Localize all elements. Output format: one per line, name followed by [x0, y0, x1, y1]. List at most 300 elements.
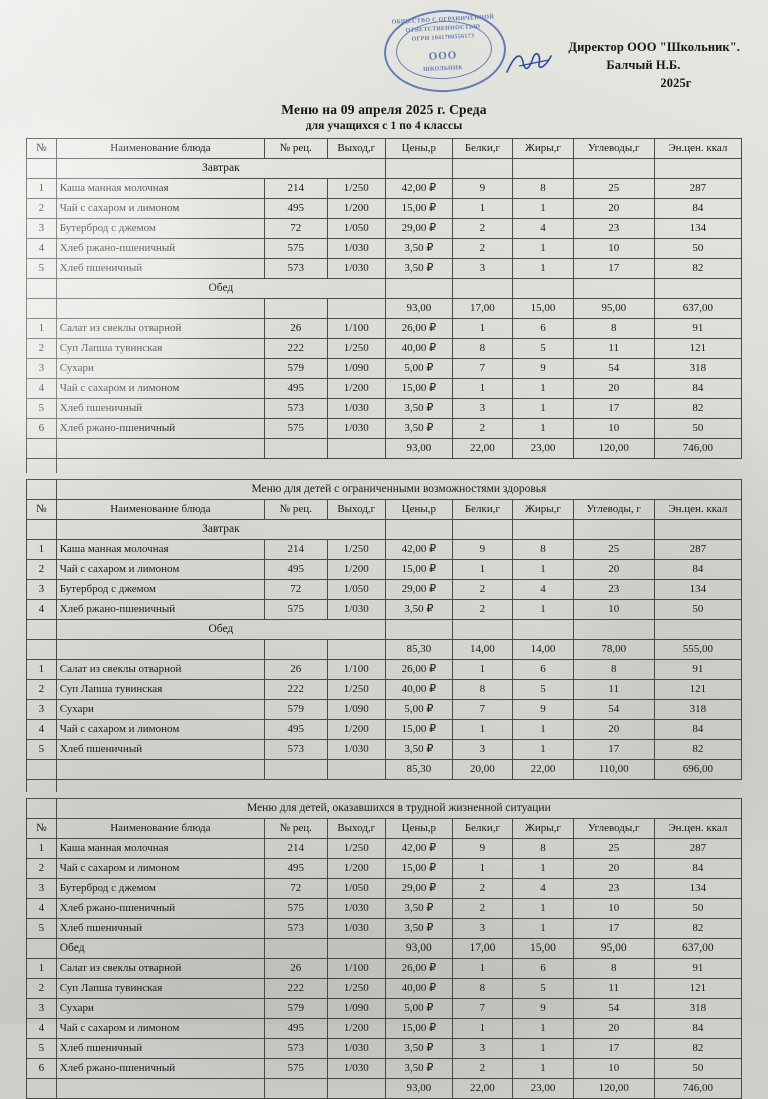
- protein: 7: [452, 700, 513, 720]
- col-price: Цены,р: [386, 819, 453, 839]
- output: 1/250: [327, 979, 385, 999]
- fat: 6: [513, 660, 574, 680]
- kcal: 82: [654, 919, 741, 939]
- spacer-row: [27, 459, 742, 474]
- dish-name: Бутерброд с джемом: [56, 219, 264, 239]
- col-output: Выход,г: [327, 819, 385, 839]
- col-kcal: Эн.цен. ккал: [654, 819, 741, 839]
- recipe-num: 495: [264, 1019, 327, 1039]
- carbs: 17: [573, 1039, 654, 1059]
- carbs: 17: [573, 259, 654, 279]
- protein: 1: [452, 660, 513, 680]
- table-row: [27, 540, 742, 560]
- lunch-total-row: [27, 1079, 742, 1099]
- section-label: Обед: [56, 620, 385, 640]
- dish-name: Хлеб ржано-пшеничный: [56, 239, 264, 259]
- fat: 1: [513, 560, 574, 580]
- carbs: 17: [573, 740, 654, 760]
- carbs: 25: [573, 839, 654, 859]
- row-num: 1: [27, 319, 57, 339]
- dish-name: Бутерброд с джемом: [56, 879, 264, 899]
- total-fat: 14,00: [513, 640, 574, 660]
- carbs: 20: [573, 859, 654, 879]
- section-label: Обед: [56, 279, 385, 299]
- table-row: [27, 660, 742, 680]
- price: 3,50 ₽: [386, 419, 453, 439]
- price: 15,00 ₽: [386, 379, 453, 399]
- recipe-num: 214: [264, 839, 327, 859]
- output: 1/030: [327, 259, 385, 279]
- dish-name: Хлеб пшеничный: [56, 919, 264, 939]
- lunch-total-row: [27, 439, 742, 459]
- total-protein: 22,00: [452, 1079, 513, 1099]
- dish-name: Хлеб ржано-пшеничный: [56, 600, 264, 620]
- stamp-line-5: ШКОЛЬНИК: [423, 64, 463, 74]
- price: 42,00 ₽: [386, 540, 453, 560]
- section-lunch: [27, 279, 742, 299]
- row-num: 2: [27, 979, 57, 999]
- kcal: 84: [654, 199, 741, 219]
- fat: 9: [513, 359, 574, 379]
- total-kcal: 746,00: [654, 439, 741, 459]
- fat: 9: [513, 999, 574, 1019]
- output: 1/090: [327, 999, 385, 1019]
- carbs: 25: [573, 179, 654, 199]
- director-name: Балчый Н.Б.: [606, 58, 681, 73]
- protein: 2: [452, 580, 513, 600]
- recipe-num: 214: [264, 540, 327, 560]
- kcal: 318: [654, 700, 741, 720]
- section-breakfast: [27, 520, 742, 540]
- table-row: [27, 919, 742, 939]
- section-label: Обед: [56, 939, 264, 959]
- total-kcal: 555,00: [654, 640, 741, 660]
- dish-name: Салат из свеклы отварной: [56, 959, 264, 979]
- row-num: 4: [27, 720, 57, 740]
- output: 1/250: [327, 339, 385, 359]
- dish-name: Хлеб пшеничный: [56, 740, 264, 760]
- output: 1/030: [327, 1059, 385, 1079]
- table-row: [27, 680, 742, 700]
- dish-name: Салат из свеклы отварной: [56, 660, 264, 680]
- fat: 4: [513, 219, 574, 239]
- row-num: 5: [27, 399, 57, 419]
- total-price: 93,00: [386, 1079, 453, 1099]
- kcal: 134: [654, 219, 741, 239]
- fat: 1: [513, 379, 574, 399]
- dish-name: Чай с сахаром и лимоном: [56, 560, 264, 580]
- menu-table-ovz: [26, 479, 742, 792]
- protein: 3: [452, 1039, 513, 1059]
- carbs: 20: [573, 199, 654, 219]
- recipe-num: 579: [264, 700, 327, 720]
- output: 1/250: [327, 540, 385, 560]
- dish-name: Чай с сахаром и лимоном: [56, 379, 264, 399]
- recipe-num: 495: [264, 720, 327, 740]
- row-num: 1: [27, 959, 57, 979]
- price: 5,00 ₽: [386, 999, 453, 1019]
- breakfast-total-row: [27, 640, 742, 660]
- spacer-row: [27, 780, 742, 793]
- kcal: 91: [654, 660, 741, 680]
- protein: 1: [452, 959, 513, 979]
- fat: 1: [513, 259, 574, 279]
- kcal: 91: [654, 319, 741, 339]
- output: 1/100: [327, 959, 385, 979]
- dish-name: Каша манная молочная: [56, 179, 264, 199]
- carbs: 11: [573, 339, 654, 359]
- row-num: 2: [27, 339, 57, 359]
- row-num: 3: [27, 879, 57, 899]
- fat: 1: [513, 899, 574, 919]
- recipe-num: 573: [264, 740, 327, 760]
- row-num: 5: [27, 919, 57, 939]
- document-header: [12, 8, 756, 100]
- kcal: 50: [654, 899, 741, 919]
- protein: 2: [452, 600, 513, 620]
- banner-tzs: [27, 799, 742, 819]
- company-stamp-icon: [384, 10, 504, 92]
- row-num: 6: [27, 1059, 57, 1079]
- protein: 3: [452, 399, 513, 419]
- kcal: 287: [654, 179, 741, 199]
- total-kcal: 746,00: [654, 1079, 741, 1099]
- table-row: [27, 419, 742, 439]
- dish-name: Хлеб пшеничный: [56, 399, 264, 419]
- banner-label: Меню для детей с ограниченными возможностями здоровья: [56, 480, 741, 500]
- carbs: 20: [573, 1019, 654, 1039]
- table-row: [27, 179, 742, 199]
- row-num: 1: [27, 839, 57, 859]
- row-num: 6: [27, 419, 57, 439]
- total-protein: 14,00: [452, 640, 513, 660]
- output: 1/250: [327, 179, 385, 199]
- page-title: Меню на 09 апреля 2025 г. Среда: [281, 102, 487, 117]
- output: 1/200: [327, 859, 385, 879]
- protein: 7: [452, 359, 513, 379]
- kcal: 84: [654, 560, 741, 580]
- dish-name: Бутерброд с джемом: [56, 580, 264, 600]
- protein: 3: [452, 259, 513, 279]
- fat: 8: [513, 179, 574, 199]
- output: 1/250: [327, 680, 385, 700]
- carbs: 10: [573, 419, 654, 439]
- menu-table-main: [26, 138, 742, 473]
- row-num: 2: [27, 859, 57, 879]
- fat: 5: [513, 680, 574, 700]
- section-label: Завтрак: [56, 520, 385, 540]
- table-row: [27, 199, 742, 219]
- recipe-num: 222: [264, 979, 327, 999]
- fat: 8: [513, 839, 574, 859]
- kcal: 121: [654, 680, 741, 700]
- dish-name: Хлеб пшеничный: [56, 259, 264, 279]
- col-protein: Белки,г: [452, 500, 513, 520]
- recipe-num: 575: [264, 1059, 327, 1079]
- table-row: [27, 879, 742, 899]
- dish-name: Хлеб пшеничный: [56, 1039, 264, 1059]
- carbs: 23: [573, 219, 654, 239]
- protein: 9: [452, 839, 513, 859]
- stamp-line-1: ОБЩЕСТВО С ОГРАНИЧЕННОЙ: [391, 14, 495, 26]
- recipe-num: 575: [264, 419, 327, 439]
- total-carbs: 78,00: [573, 640, 654, 660]
- protein: 2: [452, 419, 513, 439]
- total-carbs: 95,00: [573, 299, 654, 319]
- menu-table-tzs: [26, 798, 742, 1099]
- carbs: 54: [573, 359, 654, 379]
- protein: 1: [452, 859, 513, 879]
- protein: 1: [452, 319, 513, 339]
- kcal: 318: [654, 359, 741, 379]
- dish-name: Салат из свеклы отварной: [56, 319, 264, 339]
- recipe-num: 72: [264, 879, 327, 899]
- price: 5,00 ₽: [386, 700, 453, 720]
- output: 1/200: [327, 560, 385, 580]
- col-protein: Белки,г: [452, 139, 513, 159]
- fat: 1: [513, 1059, 574, 1079]
- fat: 8: [513, 540, 574, 560]
- total-kcal: 637,00: [654, 299, 741, 319]
- total-price: 85,30: [386, 760, 453, 780]
- output: 1/030: [327, 239, 385, 259]
- total-kcal: 696,00: [654, 760, 741, 780]
- kcal: 84: [654, 379, 741, 399]
- kcal: 91: [654, 959, 741, 979]
- col-num: №: [27, 500, 57, 520]
- table-row: [27, 219, 742, 239]
- row-num: 4: [27, 379, 57, 399]
- table-row: [27, 239, 742, 259]
- col-recipe: № рец.: [264, 500, 327, 520]
- fat: 4: [513, 580, 574, 600]
- protein: 8: [452, 339, 513, 359]
- table-row: [27, 560, 742, 580]
- kcal: 50: [654, 239, 741, 259]
- fat: 1: [513, 1039, 574, 1059]
- row-num: 4: [27, 1019, 57, 1039]
- kcal: 82: [654, 259, 741, 279]
- title-block: [12, 102, 756, 132]
- fat: 5: [513, 339, 574, 359]
- total-price: 93,00: [386, 939, 453, 959]
- table-row: [27, 899, 742, 919]
- price: 3,50 ₽: [386, 1039, 453, 1059]
- lunch-total-row: [27, 760, 742, 780]
- carbs: 11: [573, 979, 654, 999]
- total-carbs: 120,00: [573, 1079, 654, 1099]
- kcal: 50: [654, 419, 741, 439]
- total-carbs: 120,00: [573, 439, 654, 459]
- dish-name: Чай с сахаром и лимоном: [56, 859, 264, 879]
- price: 3,50 ₽: [386, 399, 453, 419]
- total-protein: 17,00: [452, 939, 513, 959]
- row-num: 3: [27, 999, 57, 1019]
- dish-name: Каша манная молочная: [56, 540, 264, 560]
- price: 3,50 ₽: [386, 919, 453, 939]
- col-carbs: Углеводы, г: [573, 500, 654, 520]
- protein: 3: [452, 919, 513, 939]
- col-kcal: Эн.цен. ккал: [654, 500, 741, 520]
- total-fat: 22,00: [513, 760, 574, 780]
- col-output: Выход,г: [327, 139, 385, 159]
- section-lunch: [27, 939, 742, 959]
- recipe-num: 579: [264, 999, 327, 1019]
- price: 15,00 ₽: [386, 560, 453, 580]
- col-num: №: [27, 819, 57, 839]
- total-fat: 15,00: [513, 299, 574, 319]
- price: 42,00 ₽: [386, 179, 453, 199]
- kcal: 318: [654, 999, 741, 1019]
- fat: 1: [513, 1019, 574, 1039]
- kcal: 134: [654, 879, 741, 899]
- table-row: [27, 1059, 742, 1079]
- protein: 9: [452, 179, 513, 199]
- output: 1/030: [327, 919, 385, 939]
- dish-name: Чай с сахаром и лимоном: [56, 199, 264, 219]
- kcal: 84: [654, 859, 741, 879]
- recipe-num: 573: [264, 259, 327, 279]
- col-carbs: Углеводы,г: [573, 139, 654, 159]
- kcal: 287: [654, 839, 741, 859]
- carbs: 10: [573, 239, 654, 259]
- protein: 3: [452, 740, 513, 760]
- price: 40,00 ₽: [386, 680, 453, 700]
- row-num: 2: [27, 560, 57, 580]
- row-num: 1: [27, 540, 57, 560]
- table-row: [27, 259, 742, 279]
- protein: 8: [452, 680, 513, 700]
- recipe-num: 26: [264, 959, 327, 979]
- col-fat: Жиры,г: [513, 500, 574, 520]
- carbs: 17: [573, 919, 654, 939]
- col-fat: Жиры,г: [513, 819, 574, 839]
- dish-name: Суп Лапша тувинская: [56, 339, 264, 359]
- row-num: 5: [27, 740, 57, 760]
- output: 1/050: [327, 219, 385, 239]
- stamp-line-2: ОТВЕТСТВЕННОСТЬЮ: [405, 24, 481, 34]
- row-num: 4: [27, 600, 57, 620]
- recipe-num: 575: [264, 600, 327, 620]
- col-protein: Белки,г: [452, 819, 513, 839]
- output: 1/030: [327, 1039, 385, 1059]
- director-title: Директор ООО "Школьник".: [568, 40, 740, 54]
- dish-name: Сухари: [56, 700, 264, 720]
- kcal: 134: [654, 580, 741, 600]
- price: 15,00 ₽: [386, 1019, 453, 1039]
- protein: 2: [452, 239, 513, 259]
- protein: 9: [452, 540, 513, 560]
- carbs: 10: [573, 1059, 654, 1079]
- stamp-line-4: ООО: [428, 49, 458, 63]
- fat: 1: [513, 239, 574, 259]
- dish-name: Сухари: [56, 999, 264, 1019]
- row-num: 2: [27, 199, 57, 219]
- row-num: 1: [27, 660, 57, 680]
- recipe-num: 495: [264, 199, 327, 219]
- col-name: Наименование блюда: [56, 819, 264, 839]
- carbs: 23: [573, 580, 654, 600]
- document-year: 2025г: [660, 76, 692, 91]
- row-num: 5: [27, 1039, 57, 1059]
- fat: 1: [513, 919, 574, 939]
- price: 3,50 ₽: [386, 899, 453, 919]
- table-header-row: [27, 500, 742, 520]
- fat: 1: [513, 600, 574, 620]
- col-output: Выход,г: [327, 500, 385, 520]
- output: 1/030: [327, 740, 385, 760]
- price: 29,00 ₽: [386, 879, 453, 899]
- table-header-row: [27, 139, 742, 159]
- price: 29,00 ₽: [386, 580, 453, 600]
- table-row: [27, 979, 742, 999]
- price: 26,00 ₽: [386, 319, 453, 339]
- dish-name: Суп Лапша тувинская: [56, 979, 264, 999]
- output: 1/200: [327, 199, 385, 219]
- fat: 6: [513, 959, 574, 979]
- carbs: 11: [573, 680, 654, 700]
- section-lunch: [27, 620, 742, 640]
- kcal: 84: [654, 1019, 741, 1039]
- row-num: 4: [27, 899, 57, 919]
- recipe-num: 575: [264, 899, 327, 919]
- price: 5,00 ₽: [386, 359, 453, 379]
- recipe-num: 222: [264, 680, 327, 700]
- protein: 1: [452, 379, 513, 399]
- recipe-num: 222: [264, 339, 327, 359]
- output: 1/050: [327, 580, 385, 600]
- protein: 1: [452, 1019, 513, 1039]
- protein: 2: [452, 1059, 513, 1079]
- recipe-num: 72: [264, 580, 327, 600]
- recipe-num: 26: [264, 660, 327, 680]
- output: 1/200: [327, 720, 385, 740]
- dish-name: Каша манная молочная: [56, 839, 264, 859]
- price: 40,00 ₽: [386, 979, 453, 999]
- price: 3,50 ₽: [386, 600, 453, 620]
- protein: 1: [452, 560, 513, 580]
- carbs: 54: [573, 999, 654, 1019]
- table-row: [27, 580, 742, 600]
- recipe-num: 495: [264, 379, 327, 399]
- recipe-num: 579: [264, 359, 327, 379]
- section-label: Завтрак: [56, 159, 385, 179]
- table-row: [27, 720, 742, 740]
- total-protein: 20,00: [452, 760, 513, 780]
- protein: 2: [452, 899, 513, 919]
- carbs: 25: [573, 540, 654, 560]
- protein: 8: [452, 979, 513, 999]
- price: 26,00 ₽: [386, 959, 453, 979]
- kcal: 287: [654, 540, 741, 560]
- col-carbs: Углеводы,г: [573, 819, 654, 839]
- carbs: 20: [573, 560, 654, 580]
- table-row: [27, 959, 742, 979]
- fat: 9: [513, 700, 574, 720]
- recipe-num: 573: [264, 399, 327, 419]
- recipe-num: 214: [264, 179, 327, 199]
- output: 1/200: [327, 1019, 385, 1039]
- total-protein: 17,00: [452, 299, 513, 319]
- total-protein: 22,00: [452, 439, 513, 459]
- output: 1/250: [327, 839, 385, 859]
- price: 42,00 ₽: [386, 839, 453, 859]
- col-price: Цены,р: [386, 500, 453, 520]
- output: 1/100: [327, 660, 385, 680]
- price: 15,00 ₽: [386, 859, 453, 879]
- table-row: [27, 1019, 742, 1039]
- total-fat: 23,00: [513, 1079, 574, 1099]
